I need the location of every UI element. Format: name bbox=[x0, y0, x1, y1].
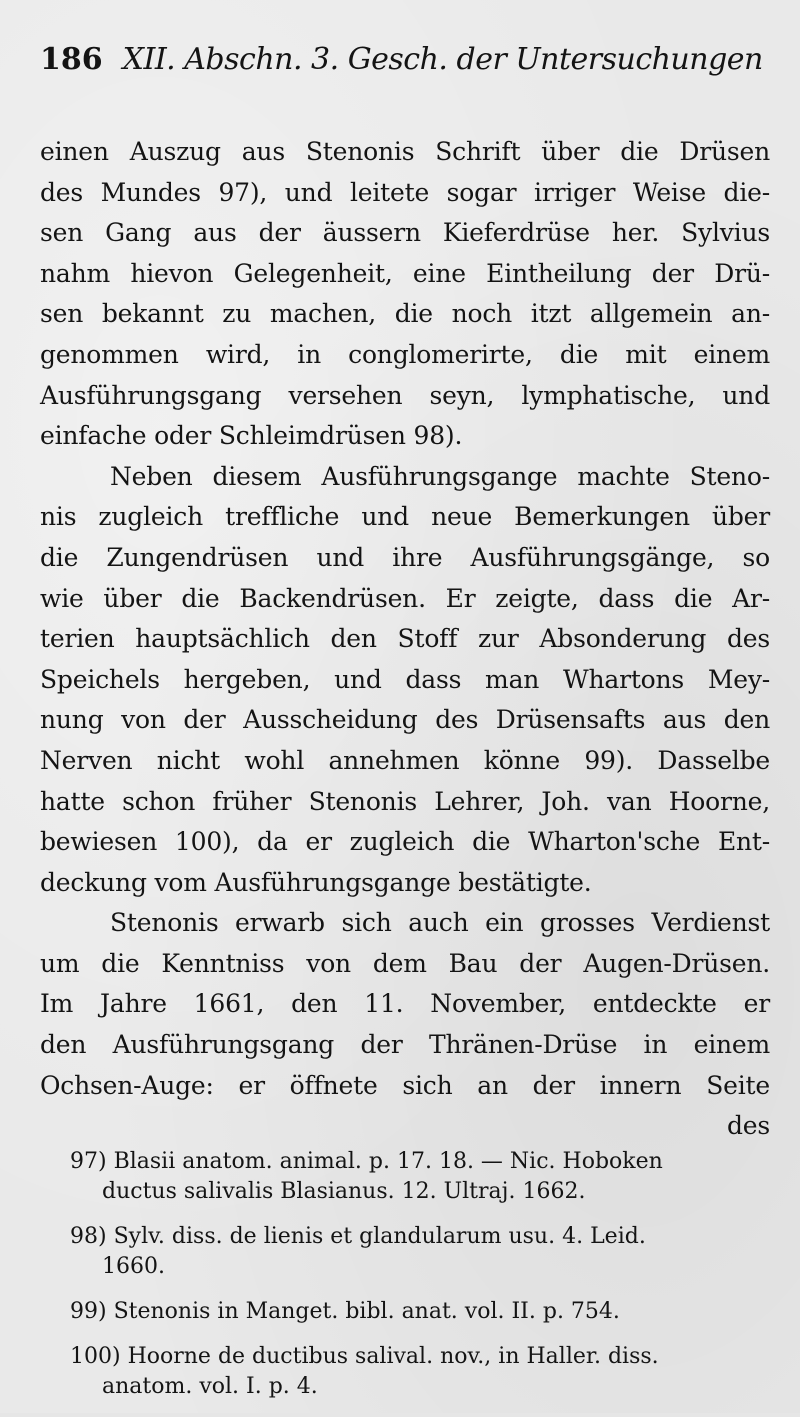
text-line: Im Jahre 1661, den 11. November, entdeckte er bbox=[40, 989, 770, 1019]
text-line: Nerven nicht wohl annehmen könne 99). Dasselbe bbox=[40, 745, 770, 775]
text-line: einfache oder Schleimdrüsen 98). bbox=[40, 421, 463, 451]
footnote-continuation: ductus salivalis Blasianus. 12. Ultraj. 1662. bbox=[102, 1179, 586, 1204]
text-line: den Ausführungsgang der Thränen-Drüse in einem bbox=[40, 1030, 770, 1060]
footnote-continuation: 1660. bbox=[102, 1254, 165, 1279]
page-number: 186 bbox=[40, 42, 103, 77]
text-line: nis zugleich treffliche und neue Bemerkungen über bbox=[40, 502, 770, 532]
paragraph-first-line bbox=[40, 457, 770, 498]
paragraph-first-line bbox=[40, 903, 770, 944]
text-line: hatte schon früher Stenonis Lehrer, Joh. van Hoorne, bbox=[40, 786, 770, 816]
running-head bbox=[40, 40, 770, 88]
text-line: Speichels hergeben, und dass man Whartons Mey- bbox=[40, 664, 770, 694]
text-line: sen Gang aus der äussern Kieferdrüse her. Sylvius bbox=[40, 218, 770, 248]
text-line: nung von der Ausscheidung des Drüsensafts aus den bbox=[40, 705, 770, 735]
text-line: des Mundes 97), und leitete sogar irriger Weise die- bbox=[40, 177, 770, 207]
footnote-line: 100) Hoorne de ductibus salival. nov., in Haller. diss. bbox=[70, 1344, 659, 1369]
text-line: Stenonis erwarb sich auch ein grosses Verdienst bbox=[110, 908, 770, 938]
text-line: genommen wird, in conglomerirte, die mit einem bbox=[40, 339, 770, 369]
footnote-line: 99) Stenonis in Manget. bibl. anat. vol. II. p. 754. bbox=[70, 1299, 620, 1324]
text-line: Ochsen-Auge: er öffnete sich an der innern Seite bbox=[40, 1070, 770, 1100]
catchword: des bbox=[726, 1111, 770, 1141]
text-line: wie über die Backendrüsen. Er zeigte, dass die Ar- bbox=[40, 583, 770, 613]
footnote bbox=[70, 1342, 770, 1402]
chapter-title: XII. Abschn. 3. Gesch. der Untersuchungen bbox=[122, 42, 763, 77]
text-line: terien hauptsächlich den Stoff zur Absonderung des bbox=[40, 624, 770, 654]
footnote-continuation: anatom. vol. I. p. 4. bbox=[102, 1374, 318, 1399]
footnote bbox=[70, 1147, 770, 1207]
text-line: nahm hievon Gelegenheit, eine Eintheilung der Drü- bbox=[40, 258, 770, 288]
text-line: um die Kenntniss von dem Bau der Augen-Drüsen. bbox=[40, 948, 770, 978]
text-line: sen bekannt zu machen, die noch itzt allgemein an- bbox=[40, 299, 770, 329]
text-line: Neben diesem Ausführungsgange machte Steno- bbox=[110, 461, 770, 491]
text-line: deckung vom Ausführungsgange bestätigte. bbox=[40, 867, 592, 897]
footnote bbox=[70, 1222, 770, 1282]
text-line: bewiesen 100), da er zugleich die Wharton'sche Ent- bbox=[40, 827, 770, 857]
footnotes bbox=[70, 1147, 770, 1417]
text-line: die Zungendrüsen und ihre Ausführungsgänge, so bbox=[40, 542, 770, 572]
footnote-line: 98) Sylv. diss. de lienis et glandularum usu. 4. Leid. bbox=[70, 1224, 646, 1249]
footnote bbox=[70, 1297, 770, 1327]
text-line: Ausführungsgang versehen seyn, lymphatische, und bbox=[40, 380, 770, 410]
footnote-line: 97) Blasii anatom. animal. p. 17. 18. — Nic. Hoboken bbox=[70, 1149, 663, 1174]
text-line: einen Auszug aus Stenonis Schrift über die Drüsen bbox=[40, 137, 770, 166]
body-text bbox=[40, 132, 770, 1147]
